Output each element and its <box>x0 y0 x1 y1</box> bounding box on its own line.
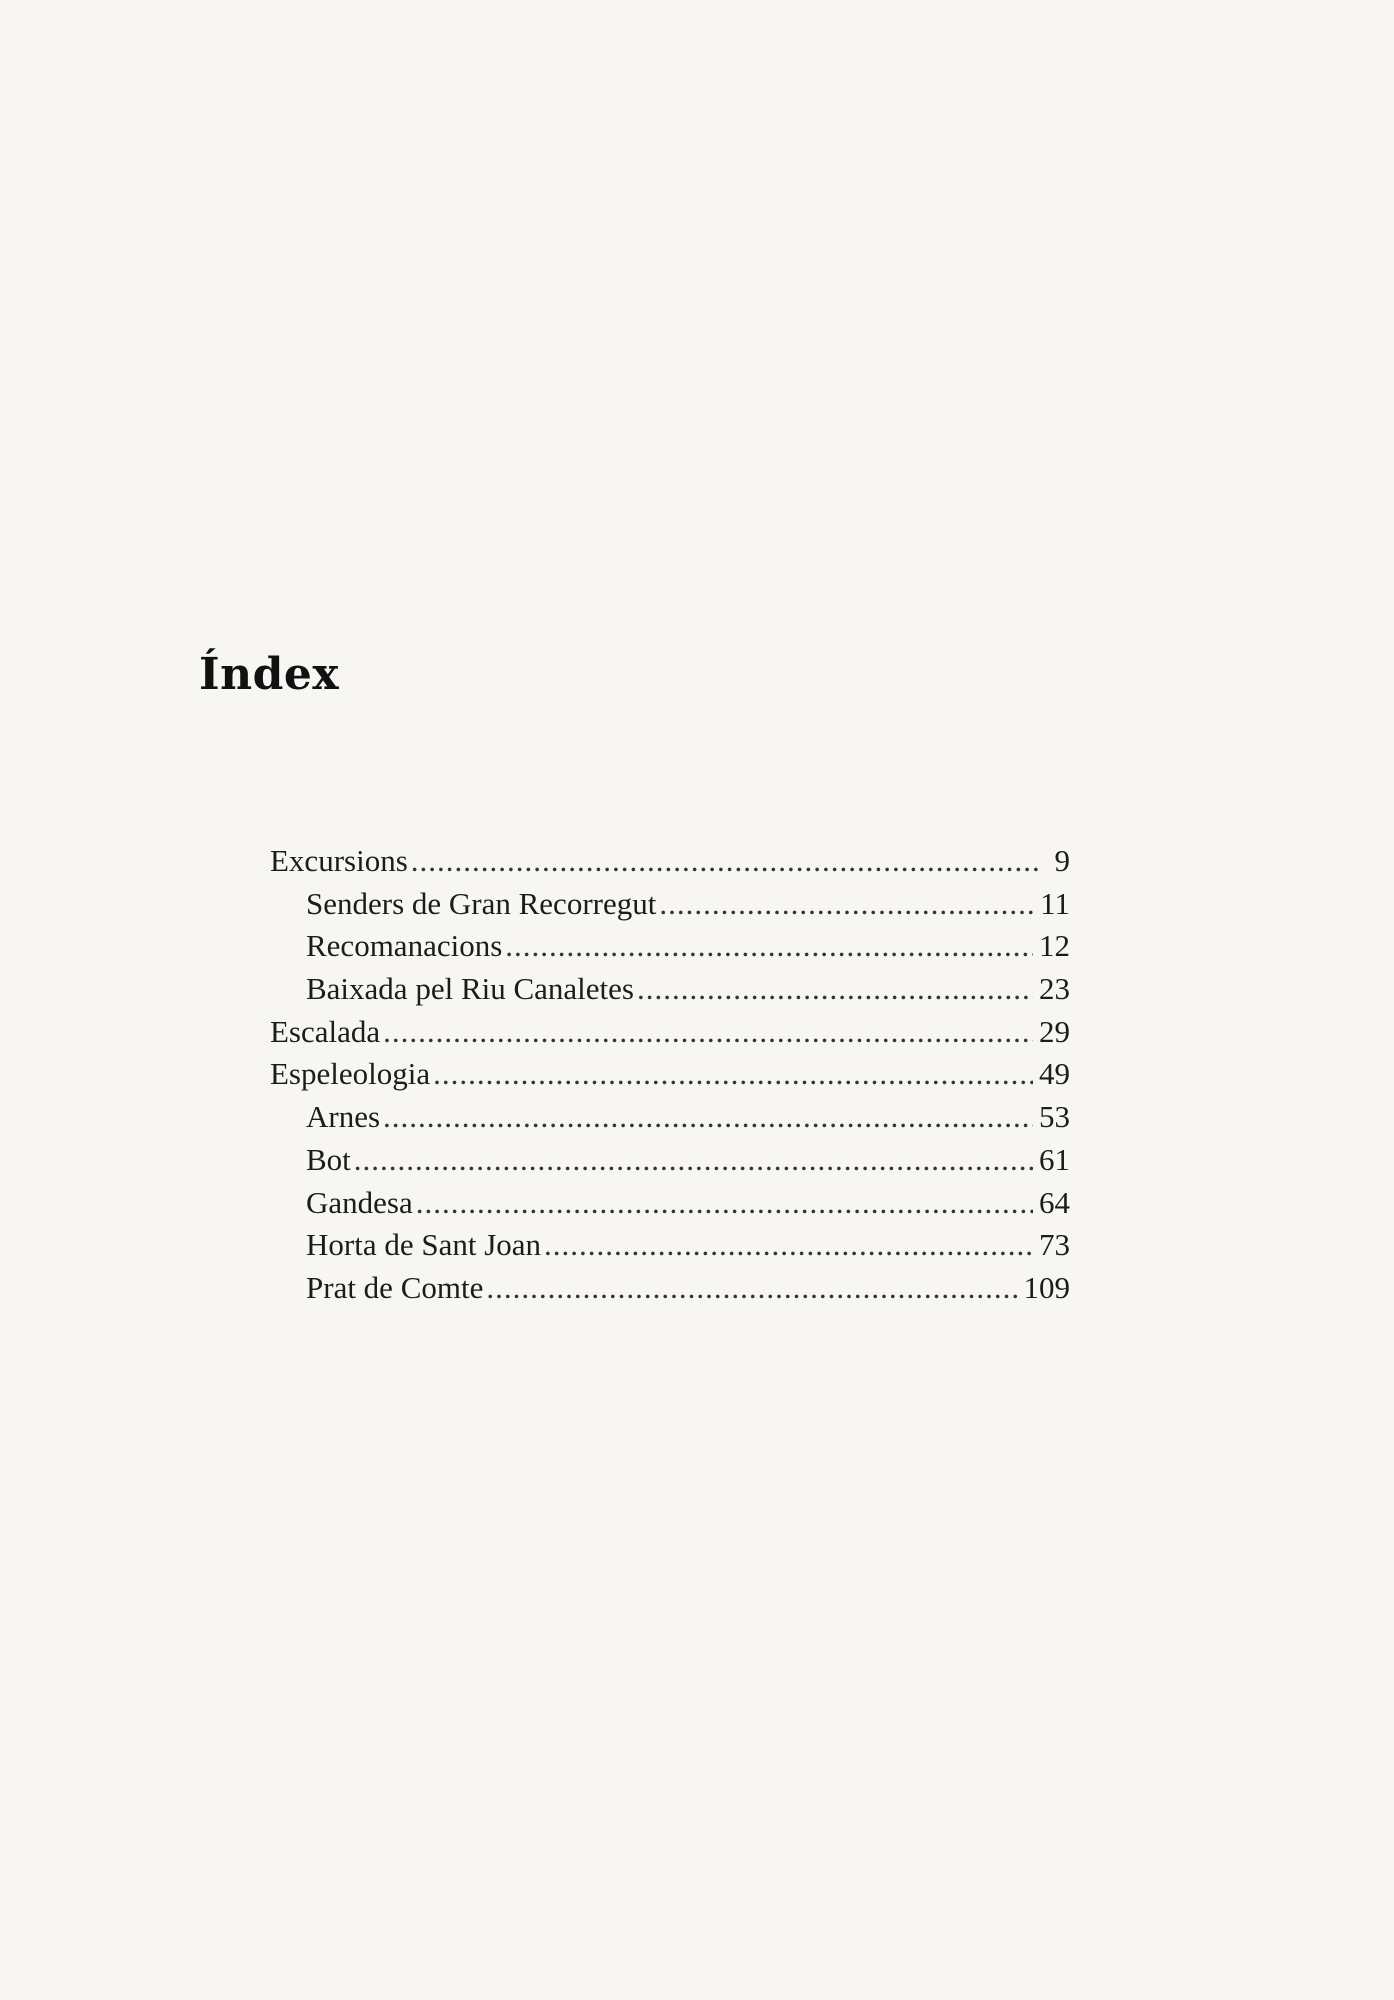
toc-leader-dots <box>637 968 1033 1010</box>
toc-entry-label: Arnes <box>306 1099 381 1135</box>
toc-entry[interactable] <box>270 1139 1070 1182</box>
toc-entry-page: 29 <box>1039 1013 1070 1049</box>
toc-entry-label: Baixada pel Riu Canaletes <box>306 971 634 1007</box>
toc-entry[interactable] <box>270 968 1070 1011</box>
toc-entry[interactable] <box>270 1267 1070 1310</box>
toc-leader-dots <box>486 1267 1017 1309</box>
toc-entry-page: 61 <box>1039 1141 1070 1177</box>
toc-entry-page: 12 <box>1039 928 1070 964</box>
table-of-contents <box>270 840 1070 1310</box>
toc-leader-dots <box>411 840 1040 882</box>
toc-entry-label: Espeleologia <box>270 1056 431 1092</box>
toc-leader-dots <box>354 1139 1033 1181</box>
toc-entry-label: Senders de Gran Recorregut <box>306 885 657 921</box>
toc-leader-dots <box>505 925 1033 967</box>
toc-entry[interactable] <box>270 1224 1070 1267</box>
toc-entry-label: Bot <box>306 1141 351 1177</box>
toc-entry-label: Gandesa <box>306 1184 413 1220</box>
toc-entry[interactable] <box>270 1011 1070 1054</box>
toc-entry-page: 49 <box>1039 1056 1070 1092</box>
toc-entry[interactable] <box>270 1096 1070 1139</box>
toc-entry-page: 109 <box>1023 1269 1070 1305</box>
toc-entry[interactable] <box>270 840 1070 883</box>
toc-entry[interactable] <box>270 925 1070 968</box>
toc-leader-dots <box>433 1053 1033 1095</box>
toc-entry[interactable] <box>270 1182 1070 1225</box>
toc-entry-page: 9 <box>1054 843 1070 878</box>
toc-entry-page: 23 <box>1039 971 1070 1007</box>
toc-leader-dots <box>659 883 1034 925</box>
toc-leader-dots <box>544 1224 1033 1266</box>
toc-leader-dots <box>383 1011 1033 1053</box>
toc-leader-dots <box>383 1096 1033 1138</box>
toc-entry-label: Excursions <box>270 843 408 878</box>
toc-entry-page: 73 <box>1039 1227 1070 1263</box>
toc-entry-label: Prat de Comte <box>306 1269 484 1305</box>
toc-entry[interactable] <box>270 883 1070 926</box>
index-title: Índex <box>199 649 340 700</box>
toc-entry-label: Recomanacions <box>306 928 503 964</box>
toc-entry-label: Escalada <box>270 1013 381 1049</box>
toc-entry-page: 64 <box>1039 1184 1070 1220</box>
toc-entry-page: 53 <box>1039 1099 1070 1135</box>
toc-entry-label: Horta de Sant Joan <box>306 1227 542 1263</box>
toc-entry-page: 11 <box>1040 885 1070 921</box>
toc-leader-dots <box>416 1182 1033 1224</box>
toc-entry[interactable] <box>270 1053 1070 1096</box>
